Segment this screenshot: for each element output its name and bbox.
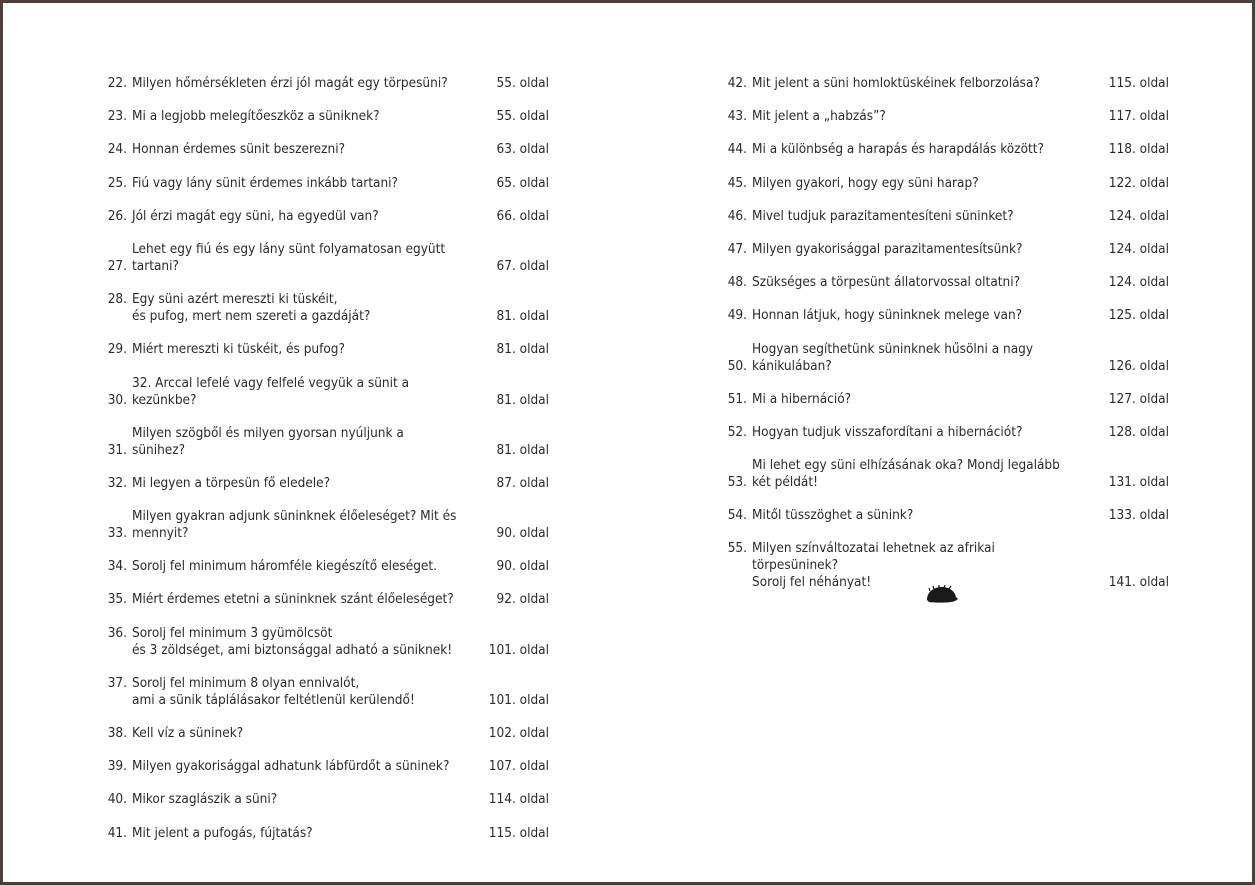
book-page-spread [3,3,1252,882]
toc-entry [99,758,549,775]
toc-entry-number: 27. [107,257,127,274]
toc-entry [99,625,549,659]
toc-entry-question: Milyen gyakorisággal adhatunk lábfürdőt a süninek? [132,758,450,775]
toc-entry [99,825,549,842]
toc-entry-question: Miért mereszti ki tüskéit, és pufog? [132,341,345,358]
toc-entry-page: 67. oldal [496,257,549,274]
toc-entry [99,341,549,358]
toc-entry-question: Egy süni azért mereszti ki tüskéit, és pufog, mert nem szereti a gazdáját? [132,291,371,325]
toc-entry-number: 25. [107,174,127,191]
toc-entry-question: Jól érzi magát egy süni, ha egyedül van? [132,207,379,224]
toc-entry [719,141,1169,158]
toc-entry-question: 32. Arccal lefelé vagy felfelé vegyük a sünit a kezünkbe? [132,374,410,408]
toc-entry-page: 133. oldal [1108,507,1169,524]
toc-entry-number: 46. [727,207,747,224]
toc-entry-question: Sorolj fel minimum 8 olyan ennivalót, ami a sünik táplálásakor feltétlenül kerülendő! [132,674,415,708]
toc-entry-question: Mi a különbség a harapás és harapdálás között? [752,141,1044,158]
toc-entry-number: 22. [107,75,127,91]
toc-entry-page: 101. oldal [488,691,549,708]
toc-entry-question: Milyen gyakorisággal parazitamentesítsünk? [752,240,1023,257]
toc-entry-page: 81. oldal [496,441,549,458]
toc-column-left [99,75,549,858]
toc-entry-page: 141. oldal [1108,574,1169,591]
toc-entry-page: 81. oldal [496,341,549,358]
hedgehog-icon [925,585,959,605]
toc-entry-number: 40. [107,791,127,808]
toc-entry-question: Milyen színváltozatai lehetnek az afrikai törpesüninek? Sorolj fel néhányat! [752,540,995,591]
toc-entry-page: 125. oldal [1108,307,1169,324]
toc-entry-number: 36. [107,624,127,641]
toc-entry-number: 51. [727,390,747,407]
toc-entry [99,75,549,92]
toc-entry-page: 107. oldal [488,758,549,775]
toc-entry-page: 131. oldal [1108,474,1169,491]
toc-entry [99,291,549,325]
toc-entry-question: Kell víz a süninek? [132,725,244,741]
toc-entry-number: 43. [727,108,747,125]
toc-entry-number: 35. [107,591,127,608]
toc-entry-number: 37. [107,674,127,691]
toc-entry-question: Szükséges a törpesünt állatorvossal oltatni? [752,274,1021,291]
toc-entry-page: 55. oldal [496,75,549,91]
toc-entry [719,341,1169,375]
toc-entry-number: 44. [727,141,747,158]
toc-entry-page: 126. oldal [1108,357,1169,374]
toc-entry-page: 65. oldal [496,174,549,191]
toc-entry-question: Milyen hőmérsékleten érzi jól magát egy törpesüni? [132,75,448,91]
toc-entry-question: Honnan látjuk, hogy süninknek melege van? [752,307,1023,324]
toc-entry-number: 34. [107,558,127,575]
toc-entry [99,241,549,275]
toc-entry-number: 26. [107,207,127,224]
toc-entry-number: 33. [107,525,127,542]
toc-entry-question: Milyen szögből és milyen gyorsan nyúljunk a sünihez? [132,424,404,458]
toc-entry-page: 118. oldal [1108,141,1169,158]
toc-entry [99,141,549,158]
toc-entry-question: Sorolj fel minimum 3 gyümölcsöt és 3 zöldséget, ami biztonsággal adható a süniknek! [132,624,453,658]
toc-entry-question: Mit jelent a „habzás”? [752,108,886,125]
toc-entry [719,274,1169,291]
toc-entry-number: 30. [107,391,127,408]
toc-entry [719,457,1169,491]
toc-entry [99,375,549,409]
toc-entry-page: 122. oldal [1108,174,1169,191]
toc-entry [719,307,1169,324]
toc-entry [99,108,549,125]
toc-entry [99,675,549,709]
toc-entry-number: 28. [107,291,127,308]
toc-entry-page: 115. oldal [488,824,549,841]
toc-entry [719,175,1169,192]
toc-entry [99,725,549,742]
toc-entry-question: Milyen gyakran adjunk süninknek élőeleséget? Mit és mennyit? [132,508,457,542]
toc-entry [99,508,549,542]
toc-entry-page: 117. oldal [1108,108,1169,125]
toc-entry-question: Lehet egy fiú és egy lány sünt folyamatosan együtt tartani? [132,240,446,274]
toc-entry-page: 127. oldal [1108,390,1169,407]
toc-entry-page: 55. oldal [496,108,549,125]
toc-entry-number: 52. [727,423,747,440]
toc-entry-page: 90. oldal [496,525,549,542]
toc-entry-number: 29. [107,341,127,358]
toc-entry-number: 31. [107,441,127,458]
toc-entry-page: 124. oldal [1108,240,1169,257]
toc-entry [99,208,549,225]
toc-entry-page: 101. oldal [488,641,549,658]
toc-entry-number: 32. [107,474,127,491]
toc-entry-page: 128. oldal [1108,423,1169,440]
toc-entry [719,507,1169,524]
toc-entry [99,425,549,459]
toc-entry-number: 24. [107,141,127,158]
toc-entry-question: Hogyan tudjuk visszafordítani a hibernációt? [752,423,1023,440]
toc-entry-number: 50. [727,357,747,374]
toc-entry-page: 124. oldal [1108,207,1169,224]
toc-entry-number: 49. [727,307,747,324]
toc-entry-question: Mikor szaglászik a süni? [132,791,278,808]
toc-entry-question: Mitől tüsszöghet a sünink? [752,507,914,524]
toc-entry-number: 48. [727,274,747,291]
toc-entry [99,591,549,608]
toc-entry-page: 66. oldal [496,207,549,224]
toc-entry-number: 41. [107,824,127,841]
toc-entry-number: 38. [107,725,127,741]
toc-entry-page: 81. oldal [496,391,549,408]
toc-entry [99,475,549,492]
toc-entry-page: 63. oldal [496,141,549,158]
toc-entry [719,241,1169,258]
toc-entry-page: 115. oldal [1108,75,1169,91]
toc-entry-number: 23. [107,108,127,125]
toc-entry-question: Hogyan segíthetünk süninknek hűsölni a nagy kánikulában? [752,340,1034,374]
toc-entry-number: 45. [727,174,747,191]
toc-entry [719,391,1169,408]
toc-entry-page: 92. oldal [496,591,549,608]
toc-entry-number: 53. [727,474,747,491]
toc-entry [719,108,1169,125]
toc-entry [99,558,549,575]
toc-entry-question: Mit jelent a süni homloktüskéinek felborzolása? [752,75,1040,91]
toc-entry-question: Mit jelent a pufogás, fújtatás? [132,824,313,841]
toc-entry [719,540,1169,591]
toc-entry-question: Mi lehet egy süni elhízásának oka? Mondj legalább két példát! [752,457,1060,491]
toc-entry [99,791,549,808]
toc-entry-page: 81. oldal [496,308,549,325]
toc-entry-page: 124. oldal [1108,274,1169,291]
toc-entry-number: 54. [727,507,747,524]
toc-entry-question: Fiú vagy lány sünit érdemes inkább tartani? [132,174,399,191]
toc-entry [719,75,1169,92]
toc-entry-question: Milyen gyakori, hogy egy süni harap? [752,174,979,191]
toc-entry-question: Mi a legjobb melegítőeszköz a süniknek? [132,108,380,125]
toc-entry-question: Mivel tudjuk parazitamentesíteni süninket? [752,207,1014,224]
toc-entry-question: Mi a hibernáció? [752,390,852,407]
toc-entry-page: 114. oldal [488,791,549,808]
toc-entry [719,424,1169,441]
toc-entry-page: 87. oldal [496,474,549,491]
toc-entry [719,208,1169,225]
toc-entry-number: 55. [727,540,747,557]
toc-entry-question: Miért érdemes etetni a süninknek szánt élőeleséget? [132,591,454,608]
toc-entry-number: 39. [107,758,127,775]
toc-entry-question: Sorolj fel minimum háromféle kiegészítő eleséget. [132,558,438,575]
toc-entry-question: Mi legyen a törpesün fő eledele? [132,474,331,491]
toc-entry-question: Honnan érdemes sünit beszerezni? [132,141,346,158]
toc-entry-page: 102. oldal [488,725,549,741]
toc-entry-number: 47. [727,240,747,257]
toc-entry-page: 90. oldal [496,558,549,575]
toc-entry-number: 42. [727,75,747,91]
toc-entry [99,175,549,192]
toc-column-right [719,75,1169,608]
